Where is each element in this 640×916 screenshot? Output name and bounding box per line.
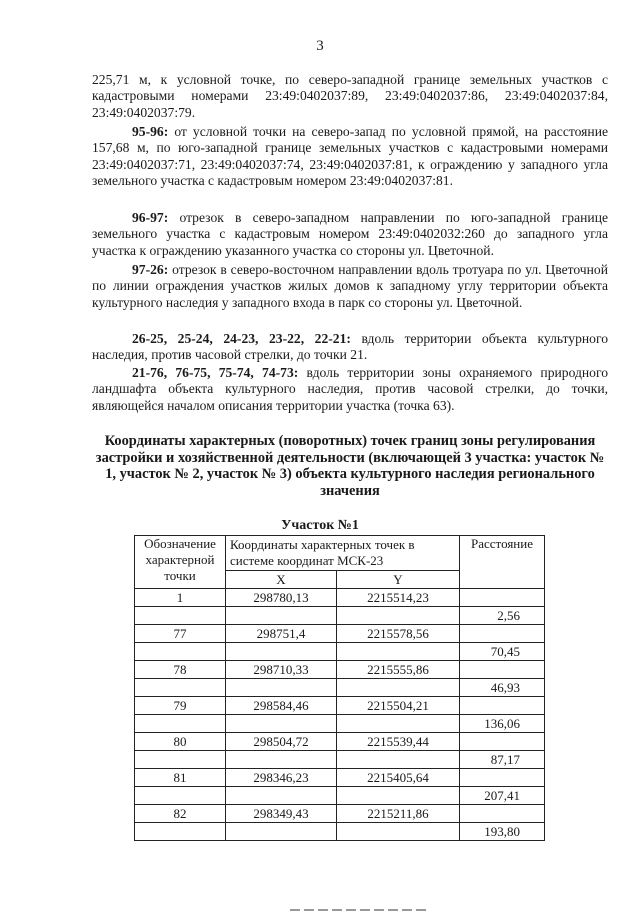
paragraph	[92, 262, 608, 311]
point-empty	[135, 607, 226, 625]
paragraph-lead: 26-25, 25-24, 24-23, 23-22, 22-21:	[132, 331, 351, 346]
distance-empty	[460, 805, 545, 823]
point-empty	[337, 751, 460, 769]
table-row	[135, 733, 545, 751]
point-id: 82	[135, 805, 226, 823]
point-empty	[135, 823, 226, 841]
table-row	[135, 661, 545, 679]
header-distance: Расстояние	[460, 536, 545, 589]
point-empty	[135, 715, 226, 733]
point-x: 298349,43	[226, 805, 337, 823]
paragraph	[92, 365, 608, 414]
distance-value: 207,41	[460, 787, 545, 805]
point-empty	[135, 643, 226, 661]
point-id: 77	[135, 625, 226, 643]
point-empty	[226, 751, 337, 769]
header-x: X	[226, 571, 337, 589]
point-x: 298504,72	[226, 733, 337, 751]
distance-empty	[460, 589, 545, 607]
point-x: 298710,33	[226, 661, 337, 679]
paragraph-text: отрезок в северо-западном направлении по юго-западной границе земельного участка с кадастровым номером 23:49:0402032:260 до западного угла участка к ограждению указанного участка со стороны ул. Цветочной.	[92, 210, 608, 258]
table-row	[135, 625, 545, 643]
point-id: 81	[135, 769, 226, 787]
page-number: 3	[316, 38, 324, 54]
point-empty	[226, 679, 337, 697]
header-y: Y	[337, 571, 460, 589]
table-row	[135, 643, 545, 661]
point-empty	[135, 679, 226, 697]
table-row	[135, 589, 545, 607]
distance-value: 70,45	[460, 643, 545, 661]
paragraph-lead: 97-26:	[132, 262, 169, 277]
point-empty	[337, 787, 460, 805]
table-row	[135, 769, 545, 787]
point-y: 2215555,86	[337, 661, 460, 679]
paragraph-text: вдоль территории зоны охраняемого природного ландшафта объекта культурного наследия, против часовой стрелки, до точки, являющейся началом описания территории участка (точка 63).	[92, 365, 609, 413]
point-y: 2215211,86	[337, 805, 460, 823]
table-row	[135, 805, 545, 823]
point-id: 79	[135, 697, 226, 715]
point-x: 298584,46	[226, 697, 337, 715]
point-empty	[337, 679, 460, 697]
point-x: 298751,4	[226, 625, 337, 643]
table-row	[135, 751, 545, 769]
table-row	[135, 787, 545, 805]
paragraph-text: отрезок в северо-восточном направлении вдоль тротуара по ул. Цветочной по линии ограждения участков жилых домов к западному углу территории объекта культурного наследия у западного входа в парк со стороны ул. Цветочной.	[92, 262, 608, 310]
point-id: 1	[135, 589, 226, 607]
paragraph	[92, 210, 608, 259]
distance-empty	[460, 697, 545, 715]
paragraph	[92, 124, 608, 190]
point-y: 2215514,23	[337, 589, 460, 607]
point-y: 2215405,64	[337, 769, 460, 787]
point-empty	[226, 643, 337, 661]
paragraph-lead: 21-76, 76-75, 75-74, 74-73:	[132, 365, 299, 380]
point-empty	[226, 787, 337, 805]
header-coordinates: Координаты характерных точек в системе координат МСК-23	[226, 536, 460, 571]
scan-artifact	[290, 898, 520, 902]
point-y: 2215504,21	[337, 697, 460, 715]
point-empty	[226, 607, 337, 625]
table-row	[135, 697, 545, 715]
point-id: 78	[135, 661, 226, 679]
paragraph-text: 225,71 м, к условной точке, по северо-западной границе земельных участков с кадастровыми номерами 23:49:0402037:89, 23:49:0402037:86, 23:49:0402037:84, 23:49:0402037:79.	[92, 72, 608, 120]
distance-value: 46,93	[460, 679, 545, 697]
distance-empty	[460, 733, 545, 751]
paragraph-text: от условной точки на северо-запад по условной прямой, на расстояние 157,68 м, по юго-западной границе земельных участков с кадастровыми номерами 23:49:0402037:71, 23:49:0402037:74, 23:49:0402037:81, к ограждению у западного угла земельного участка с кадастровым номером 23:49:0402037:81.	[92, 124, 608, 189]
paragraph-lead: 96-97:	[132, 210, 169, 225]
point-empty	[226, 823, 337, 841]
coordinates-table	[134, 535, 545, 841]
table-row	[135, 679, 545, 697]
distance-empty	[460, 769, 545, 787]
plot-title: Участок №1	[281, 518, 359, 533]
point-empty	[135, 787, 226, 805]
distance-empty	[460, 661, 545, 679]
table-row	[135, 823, 545, 841]
distance-value: 136,06	[460, 715, 545, 733]
paragraph	[92, 331, 608, 364]
section-heading: Координаты характерных (поворотных) точек границ зоны регулирования застройки и хозяйственной деятельности (включающей 3 участка: участок № 1, участок № 2, участок № 3) объекта культурного наследия регионального значения	[95, 433, 605, 499]
header-point: Обозначение характерной точки	[135, 536, 226, 589]
paragraph	[92, 72, 608, 121]
point-empty	[135, 751, 226, 769]
point-y: 2215578,56	[337, 625, 460, 643]
distance-value: 193,80	[460, 823, 545, 841]
point-id: 80	[135, 733, 226, 751]
point-empty	[337, 643, 460, 661]
point-empty	[337, 607, 460, 625]
table-row	[135, 607, 545, 625]
point-y: 2215539,44	[337, 733, 460, 751]
distance-value: 87,17	[460, 751, 545, 769]
table-header-row	[135, 536, 545, 571]
point-empty	[337, 715, 460, 733]
point-empty	[226, 715, 337, 733]
point-x: 298780,13	[226, 589, 337, 607]
distance-empty	[460, 625, 545, 643]
table-row	[135, 715, 545, 733]
point-x: 298346,23	[226, 769, 337, 787]
paragraph-text: вдоль территории объекта культурного наследия, против часовой стрелки, до точки 21.	[92, 331, 608, 363]
distance-value: 2,56	[460, 607, 545, 625]
paragraph-lead: 95-96:	[132, 124, 169, 139]
point-empty	[337, 823, 460, 841]
